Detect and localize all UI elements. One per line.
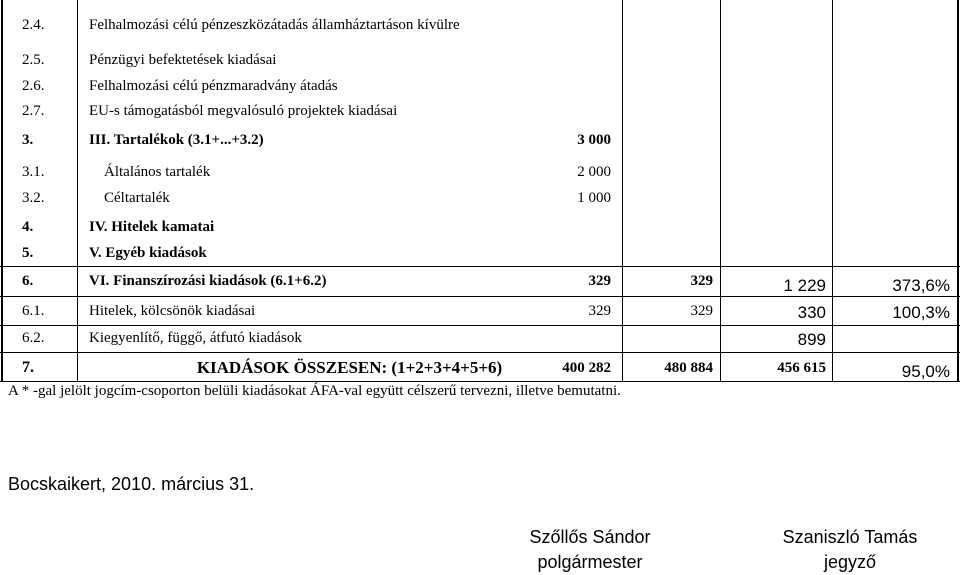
actual-performance: 899 [797, 330, 826, 349]
modified-appropriation: 329 [690, 273, 713, 289]
row-label: IV. Hitelek kamatai [89, 219, 215, 235]
signatory-title: polgármester [537, 552, 643, 572]
row-number: 6. [22, 273, 34, 289]
row-divider [0, 266, 960, 267]
original-appropriation: 1 000 [577, 190, 611, 206]
row-number: 5. [22, 245, 34, 261]
row-label: VI. Finanszírozási kiadások (6.1+6.2) [89, 273, 327, 289]
row-label: Felhalmozási célú pénzmaradvány átadás [89, 78, 338, 94]
actual-performance: 456 615 [777, 360, 826, 376]
signatory-title: jegyző [823, 552, 877, 572]
row-number: 6.1. [22, 303, 45, 319]
modified-appropriation: 329 [690, 303, 713, 319]
row-number: 4. [22, 219, 34, 235]
row-number: 6.2. [22, 330, 45, 346]
actual-performance: 330 [797, 303, 826, 322]
performance-percent: 373,6% [892, 276, 950, 295]
row-divider [0, 296, 960, 297]
modified-appropriation: 480 884 [664, 360, 713, 376]
footnote: A * -gal jelölt jogcím-csoporton belüli kiadásokat ÁFA-val együtt célszerű tervezni, illetve bemutatni. [8, 383, 621, 399]
actual-performance: 1 229 [783, 276, 826, 295]
original-appropriation: 400 282 [562, 360, 611, 376]
signature-notary [760, 525, 940, 575]
row-number: 2.4. [22, 17, 45, 33]
performance-percent: 95,0% [901, 362, 950, 381]
place-and-date: Bocskaikert, 2010. március 31. [8, 474, 255, 494]
row-label: Kiegyenlítő, függő, átfutó kiadások [89, 330, 302, 346]
row-number: 2.6. [22, 78, 45, 94]
row-label: EU-s támogatásból megvalósuló projektek kiadásai [89, 103, 398, 119]
signature-mayor [505, 525, 675, 575]
row-label: Felhalmozási célú pénzeszközátadás államháztartáson kívülre [89, 17, 460, 33]
row-label: Általános tartalék [104, 164, 211, 180]
row-divider [0, 325, 960, 326]
original-appropriation: 329 [588, 273, 611, 289]
signatory-name: Szaniszló Tamás [782, 527, 918, 547]
performance-percent: 100,3% [892, 303, 950, 322]
row-label: III. Tartalékok (3.1+...+3.2) [89, 132, 264, 148]
row-number: 3. [22, 132, 34, 148]
row-label: Hitelek, kölcsönök kiadásai [89, 303, 256, 319]
original-appropriation: 3 000 [577, 132, 611, 148]
row-label: Pénzügyi befektetések kiadásai [89, 52, 277, 68]
row-label: V. Egyéb kiadások [89, 245, 207, 261]
row-number: 3.1. [22, 164, 45, 180]
row-label: KIADÁSOK ÖSSZESEN: (1+2+3+4+5+6) [196, 358, 503, 377]
original-appropriation: 329 [588, 303, 611, 319]
row-number: 3.2. [22, 190, 45, 206]
row-number: 7. [22, 359, 34, 376]
original-appropriation: 2 000 [577, 164, 611, 180]
row-label: Céltartalék [104, 190, 170, 206]
row-number: 2.5. [22, 52, 45, 68]
signatory-name: Szőllős Sándor [529, 527, 651, 547]
row-number: 2.7. [22, 103, 45, 119]
row-divider [0, 352, 960, 353]
